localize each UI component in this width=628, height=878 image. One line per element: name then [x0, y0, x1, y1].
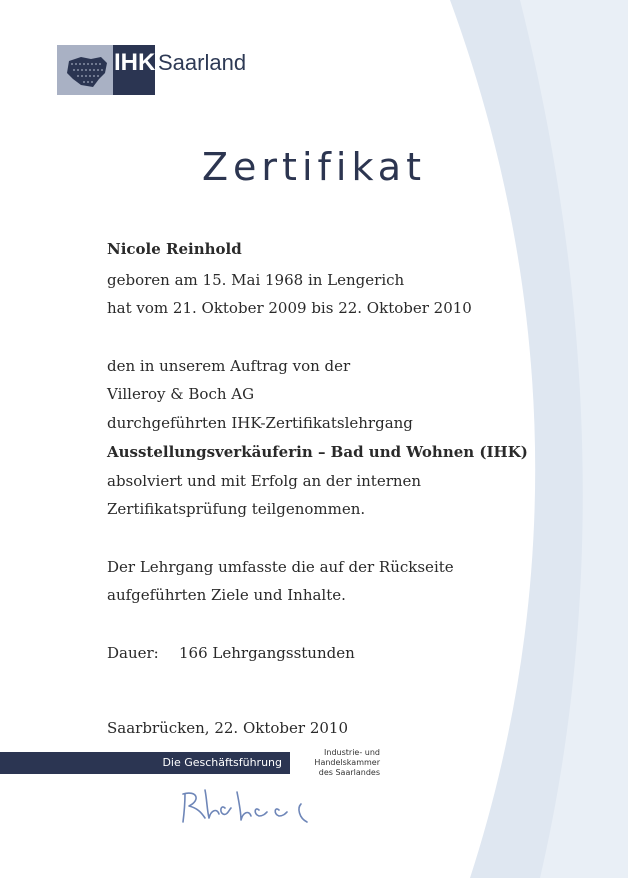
body-line-completed: absolviert und mit Erfolg an der internen	[107, 472, 422, 490]
place-date: Saarbrücken, 22. Oktober 2010	[107, 719, 348, 737]
body-line-commission: den in unserem Auftrag von der	[107, 357, 351, 375]
body-line-contents: Der Lehrgang umfasste die auf der Rückseite	[107, 558, 454, 576]
management-label: Die Geschäftsführung	[162, 756, 282, 769]
chamber-line: Industrie- und	[324, 748, 380, 757]
logo-abbreviation: IHK	[114, 49, 156, 76]
management-bar	[0, 752, 290, 774]
chamber-line: des Saarlandes	[318, 768, 380, 777]
ihk-logo	[57, 45, 277, 95]
duration-value: 166 Lehrgangsstunden	[179, 644, 355, 662]
duration-row	[107, 644, 367, 662]
logo-region: Saarland	[158, 50, 247, 75]
body-line-exam: Zertifikatsprüfung teilgenommen.	[107, 500, 366, 518]
body-line-course-intro: durchgeführten IHK-Zertifikatslehrgang	[107, 414, 413, 432]
recipient-name: Nicole Reinhold	[107, 240, 242, 258]
duration-label: Dauer:	[107, 644, 159, 662]
chamber-line: Handelskammer	[314, 758, 380, 767]
chamber-name	[300, 748, 380, 778]
course-name: Ausstellungsverkäuferin – Bad und Wohnen (IHK)	[107, 443, 528, 461]
period-line: hat vom 21. Oktober 2009 bis 22. Oktober 2010	[107, 299, 472, 317]
handwritten-signature	[175, 782, 335, 832]
company-name: Villeroy & Boch AG	[107, 385, 255, 403]
birth-line: geboren am 15. Mai 1968 in Lengerich	[107, 271, 405, 289]
body-line-goals: aufgeführten Ziele und Inhalte.	[107, 586, 346, 604]
document-title: Zertifikat	[202, 145, 426, 189]
saarland-map-icon	[61, 51, 113, 91]
